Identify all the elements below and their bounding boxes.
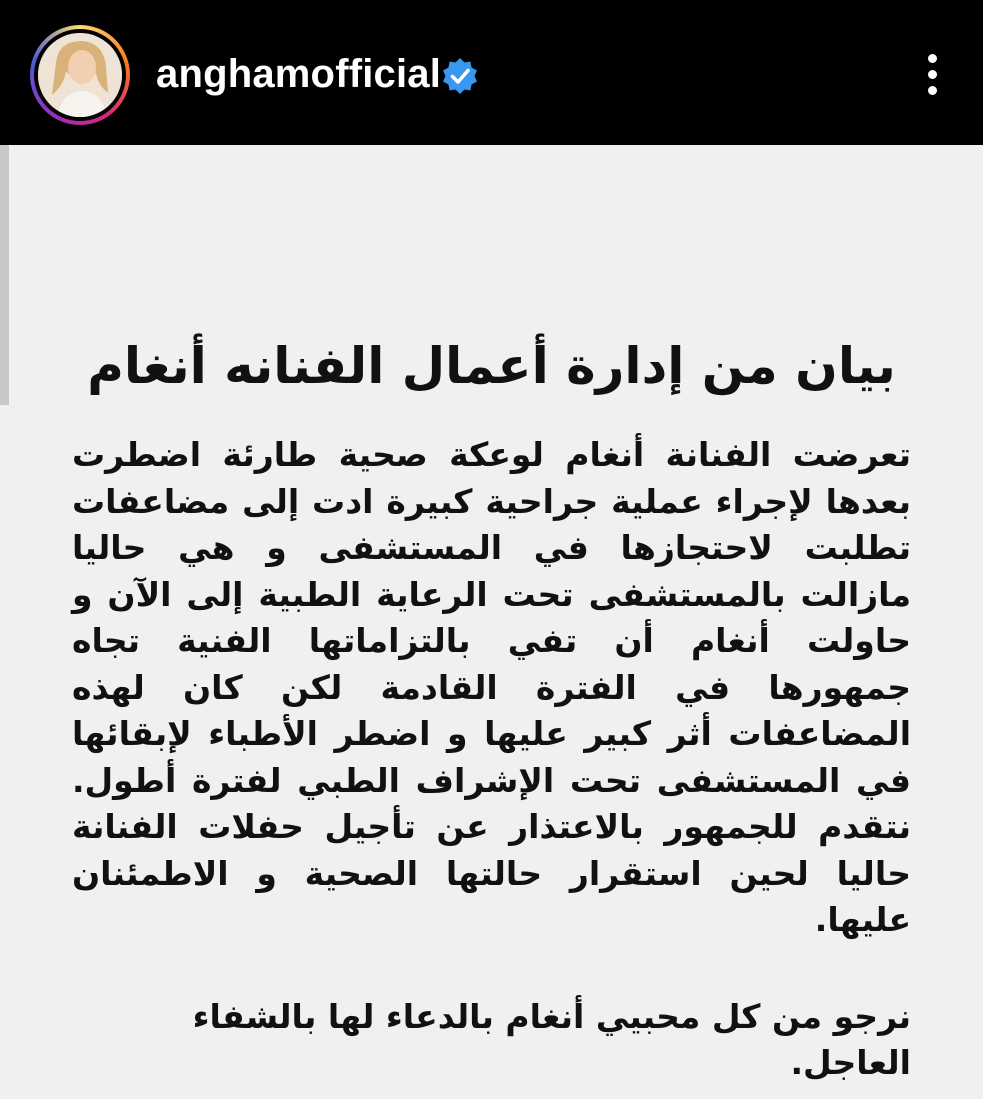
statement-body: تعرضت الفنانة أنغام لوعكة صحية طارئة اضطرت بعدها لإجراء عملية جراحية كبيرة ادت إلى مضاعفات تطلبت لاحتجازها في المستشفى و هي حاليا مازالت بالمستشفى تحت الرعاية الطبية إلى الآن و حاولت أنغام أن تفي بالتزاماتها الفنية تجاه جمهورها في الفترة القادمة لكن كان لهذه المضاعفات أثر كبير عليها و اضطر الأطباء لإبقائها في المستشفى تحت الإشراف الطبي لفترة أطول. نتقدم للجمهور بالاعتذار عن تأجيل حفلات الفنانة حاليا لحين استقرار حالتها الصحية و الاطمئنان عليها. [72, 435, 911, 939]
username[interactable]: anghamofficial [156, 52, 442, 96]
statement-closing: نرجو من كل محبيي أنغام بالدعاء لها بالشفاء العاجل. [192, 996, 911, 1082]
post-content [60, 330, 923, 1087]
verified-badge-icon [440, 56, 480, 96]
avatar[interactable] [30, 25, 130, 125]
profile-photo-image [38, 33, 122, 117]
more-vertical-icon[interactable] [918, 50, 948, 100]
statement-title: بيان من إدارة أعمال الفنانه أنغام [87, 337, 896, 395]
profile-header [0, 0, 983, 145]
profile-photo [38, 33, 122, 117]
scrollbar[interactable] [0, 145, 9, 405]
